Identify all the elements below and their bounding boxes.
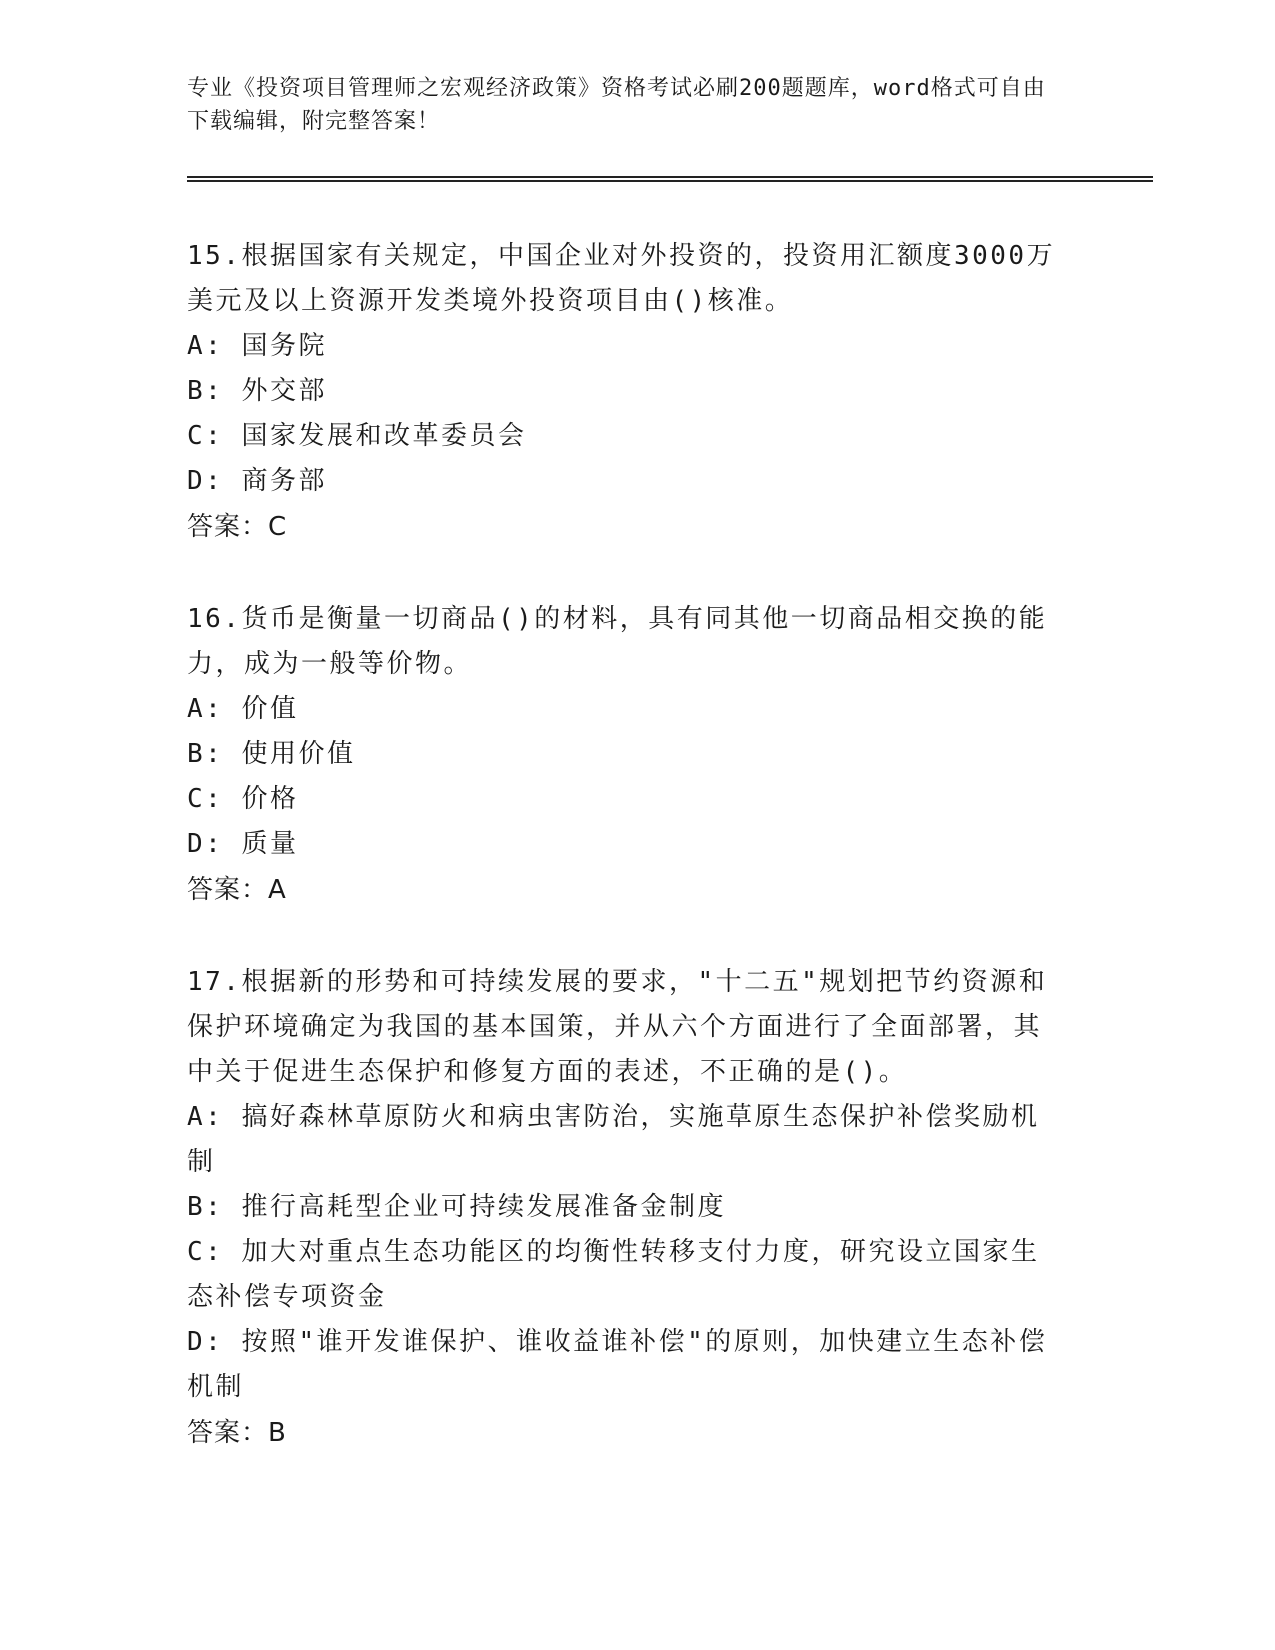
- option-c: C: 价格: [187, 784, 299, 814]
- option-a: A: 价值: [187, 694, 299, 724]
- option-b: B: 外交部: [187, 376, 327, 406]
- option-c: C: 加大对重点生态功能区的均衡性转移支付力度，研究设立国家生态补偿专项资金: [187, 1237, 1040, 1312]
- divider-line-top: [187, 176, 1153, 178]
- option-b: B: 使用价值: [187, 739, 356, 769]
- option-d: D: 商务部: [187, 466, 327, 496]
- header-divider: [187, 176, 1153, 182]
- answer: 答案：B: [187, 1418, 287, 1448]
- question-15: [187, 234, 1067, 550]
- option-c: C: 国家发展和改革委员会: [187, 421, 527, 451]
- option-a: A: 国务院: [187, 331, 327, 361]
- question-stem: 17.根据新的形势和可持续发展的要求，"十二五"规划把节约资源和保护环境确定为我国的基本国策，并从六个方面进行了全面部署，其中关于促进生态保护和修复方面的表述，不正确的是()。: [187, 967, 1048, 1087]
- document-header: 专业《投资项目管理师之宏观经济政策》资格考试必刷200题题库，word格式可自由下载编辑，附完整答案！: [187, 76, 1046, 134]
- question-stem: 15.根据国家有关规定，中国企业对外投资的，投资用汇额度3000万美元及以上资源开发类境外投资项目由()核准。: [187, 241, 1056, 316]
- divider-line-bottom: [187, 180, 1153, 182]
- question-17: [187, 960, 1067, 1456]
- option-d: D: 质量: [187, 829, 299, 859]
- option-d: D: 按照"谁开发谁保护、谁收益谁补偿"的原则，加快建立生态补偿机制: [187, 1327, 1048, 1402]
- question-stem: 16.货币是衡量一切商品()的材料，具有同其他一切商品相交换的能力，成为一般等价物。: [187, 604, 1048, 679]
- answer: 答案：C: [187, 512, 288, 542]
- answer: 答案：A: [187, 875, 287, 905]
- question-16: [187, 597, 1067, 913]
- option-b: B: 推行高耗型企业可持续发展准备金制度: [187, 1192, 726, 1222]
- option-a: A: 搞好森林草原防火和病虫害防治，实施草原生态保护补偿奖励机制: [187, 1102, 1040, 1177]
